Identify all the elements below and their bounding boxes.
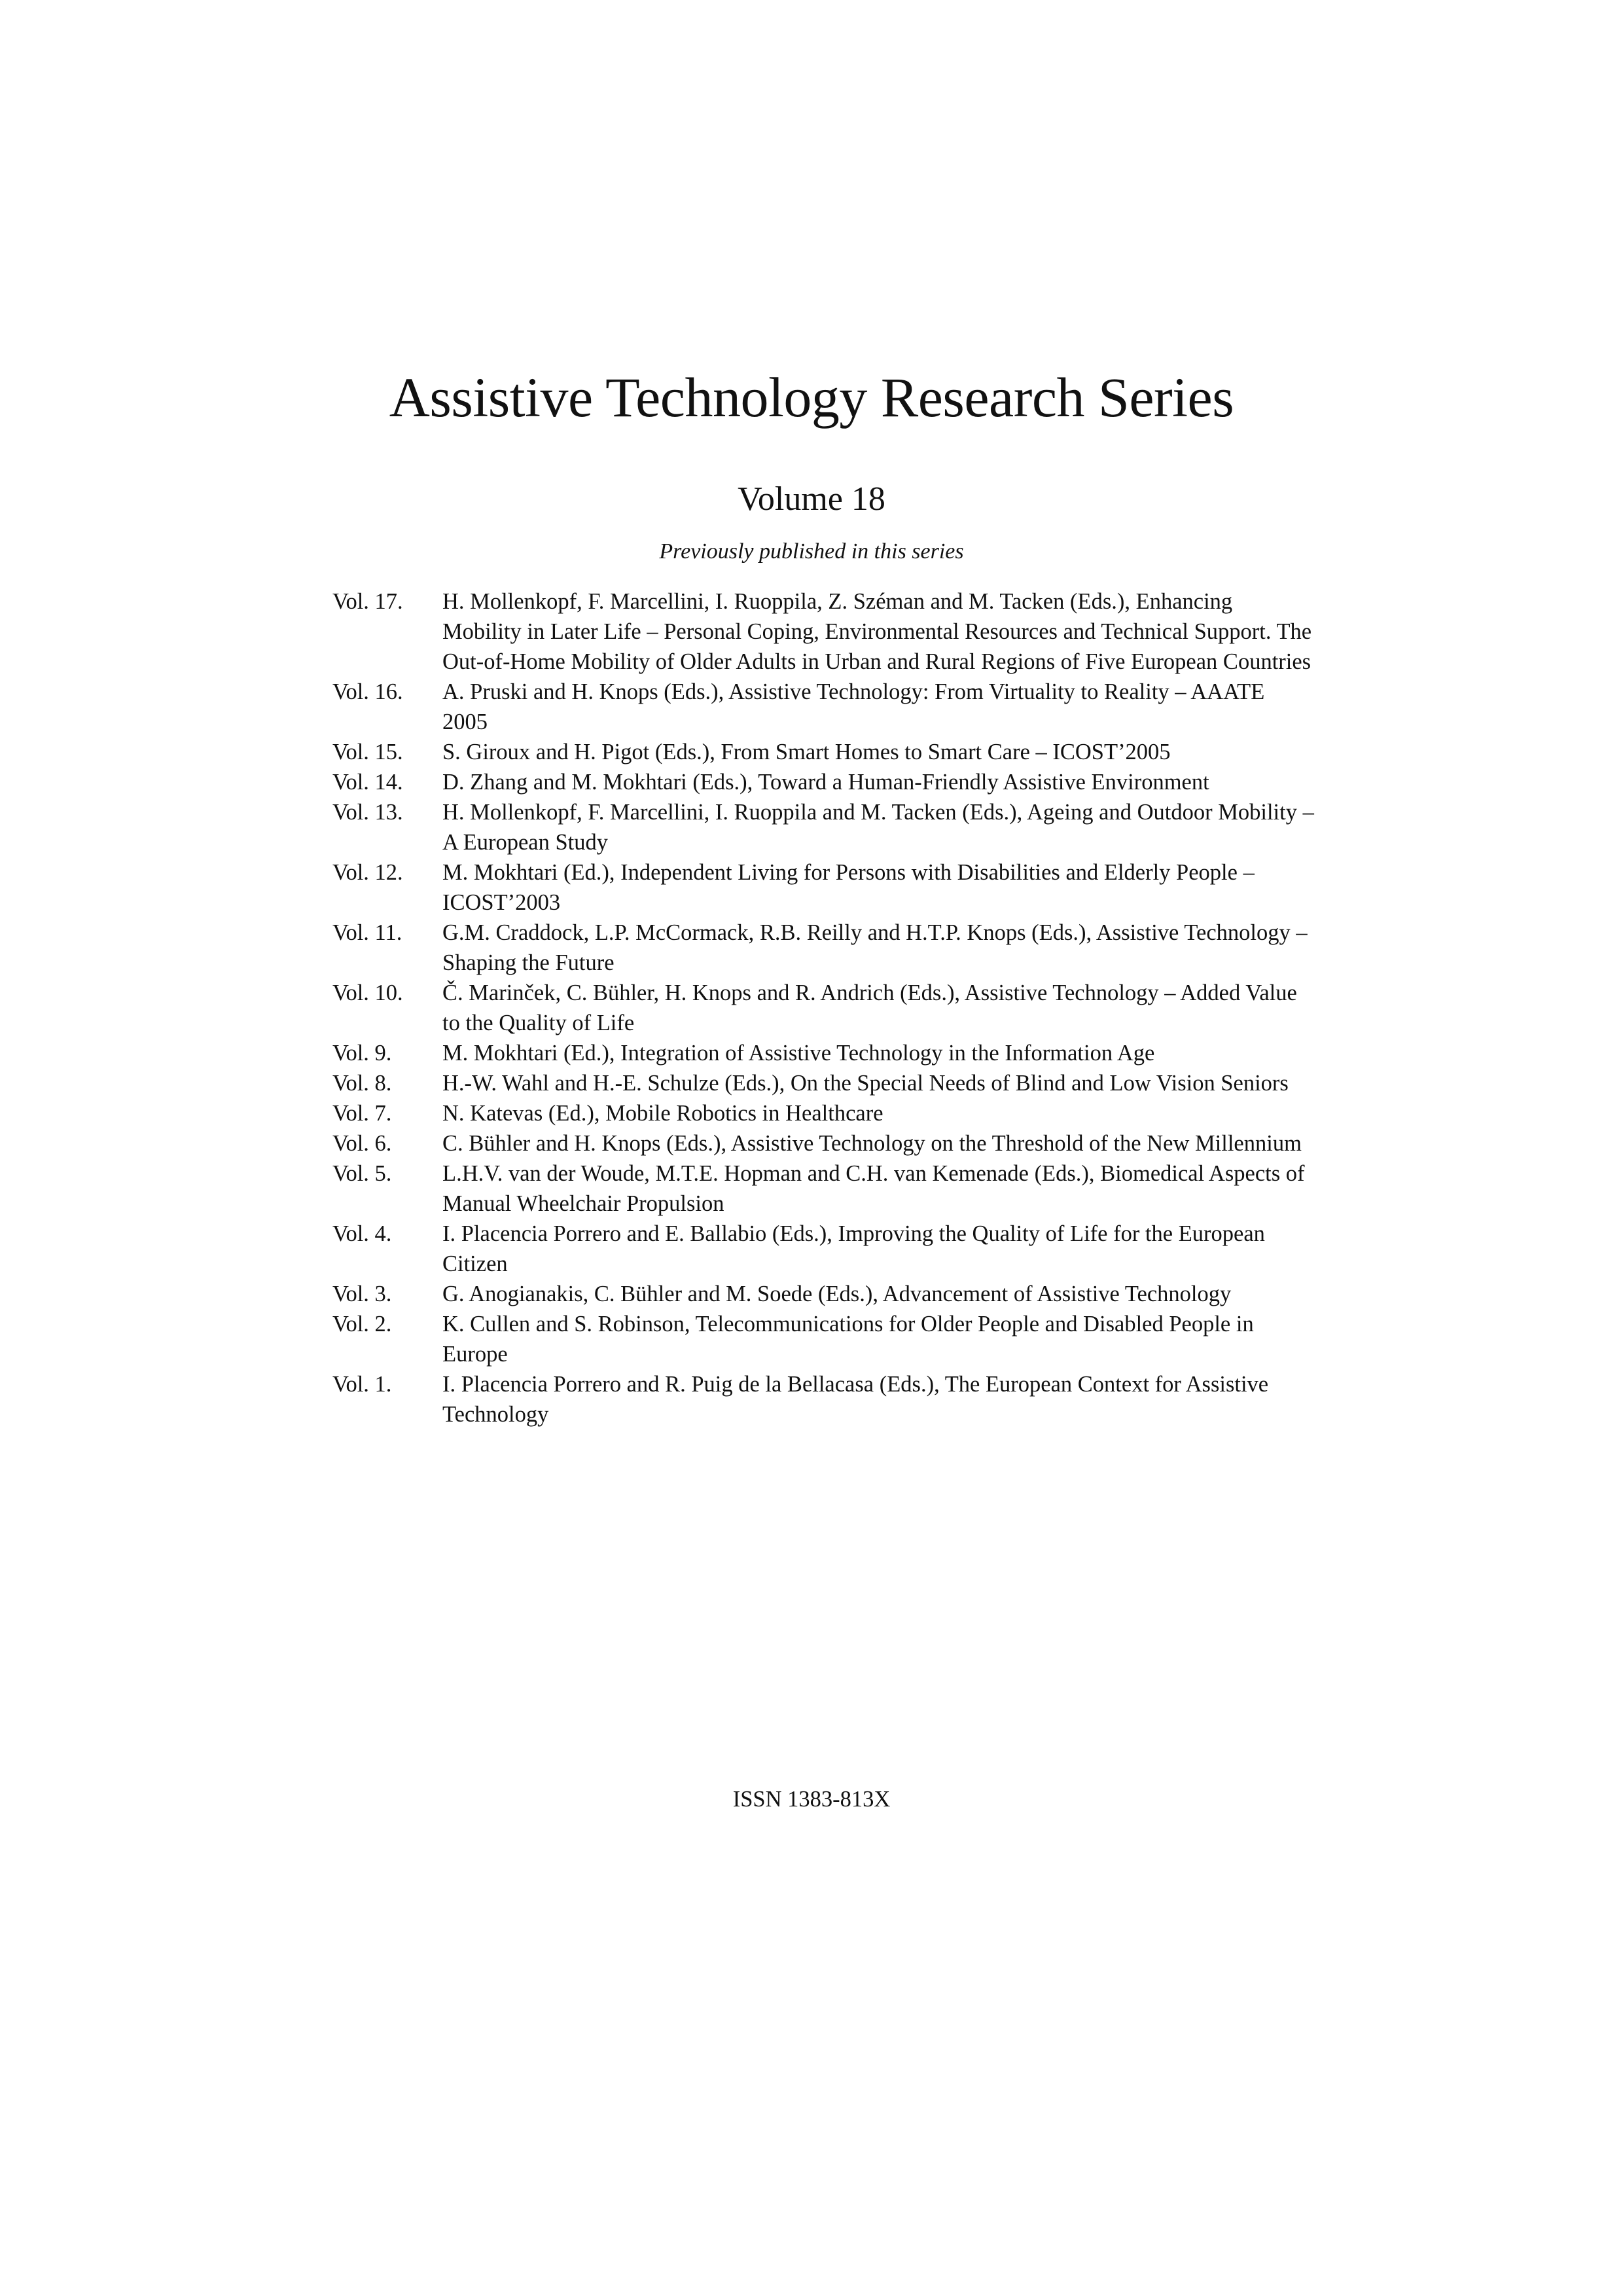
volume-entry: [332, 1158, 1314, 1219]
volume-entry: [332, 737, 1314, 767]
volume-description: K. Cullen and S. Robinson, Telecommunications for Older People and Disabled People in Europe: [442, 1312, 1254, 1367]
volume-description: S. Giroux and H. Pigot (Eds.), From Smart Homes to Smart Care – ICOST’2005: [442, 740, 1171, 764]
volume-description: L.H.V. van der Woude, M.T.E. Hopman and C.H. van Kemenade (Eds.), Biomedical Aspects of Manual Wheelchair Propulsion: [442, 1161, 1305, 1216]
volume-entry: [332, 1068, 1314, 1098]
volume-entry: [332, 677, 1314, 737]
issn-number: ISSN 1383-813X: [732, 1787, 891, 1812]
volume-entry: [332, 797, 1314, 857]
volume-description: I. Placencia Porrero and E. Ballabio (Eds.), Improving the Quality of Life for the European Citizen: [442, 1221, 1265, 1276]
volume-label: Vol. 5.: [332, 1161, 392, 1186]
volume-description: M. Mokhtari (Ed.), Independent Living for Persons with Disabilities and Elderly People – ICOST’2003: [442, 860, 1255, 915]
volume-label: Vol. 11.: [332, 920, 402, 945]
volume-label: Vol. 16.: [332, 679, 403, 704]
volume-description: G. Anogianakis, C. Bühler and M. Soede (Eds.), Advancement of Assistive Technology: [442, 1282, 1232, 1306]
previously-published-heading: Previously published in this series: [659, 539, 964, 564]
volume-entry: [332, 586, 1314, 677]
volume-label: Vol. 1.: [332, 1372, 392, 1397]
volume-entry: [332, 1038, 1314, 1068]
volume-entry: [332, 857, 1314, 918]
volume-label: Vol. 6.: [332, 1131, 392, 1156]
volume-entry: [332, 978, 1314, 1038]
series-title: Assistive Technology Research Series: [389, 366, 1234, 429]
volume-label: Vol. 8.: [332, 1071, 392, 1096]
volume-entry: [332, 1128, 1314, 1158]
volume-label: Vol. 4.: [332, 1221, 392, 1246]
volume-description: I. Placencia Porrero and R. Puig de la Bellacasa (Eds.), The European Context for Assistive Technology: [442, 1372, 1269, 1427]
volume-description: C. Bühler and H. Knops (Eds.), Assistive Technology on the Threshold of the New Millennium: [442, 1131, 1302, 1156]
volume-label: Vol. 14.: [332, 770, 403, 795]
volume-description: H. Mollenkopf, F. Marcellini, I. Ruoppila, Z. Széman and M. Tacken (Eds.), Enhancing Mobility in Later Life – Personal Coping, Environmental Resources and Technical Support. The Out-of-Home Mobility of Older Adults in Urban and Rural Regions of Five European Countries: [442, 589, 1312, 674]
volume-number: Volume 18: [738, 480, 885, 518]
volume-entry: [332, 1309, 1314, 1369]
volume-description: A. Pruski and H. Knops (Eds.), Assistive Technology: From Virtuality to Reality – AAATE 2005: [442, 679, 1265, 734]
volume-list: [332, 586, 1314, 1429]
volume-entry: [332, 1369, 1314, 1429]
volume-label: Vol. 10.: [332, 980, 403, 1005]
volume-description: M. Mokhtari (Ed.), Integration of Assistive Technology in the Information Age: [442, 1041, 1155, 1066]
volume-description: N. Katevas (Ed.), Mobile Robotics in Healthcare: [442, 1101, 883, 1126]
volume-description: H.-W. Wahl and H.-E. Schulze (Eds.), On the Special Needs of Blind and Low Vision Seniors: [442, 1071, 1289, 1096]
volume-entry: [332, 1279, 1314, 1309]
volume-description: G.M. Craddock, L.P. McCormack, R.B. Reilly and H.T.P. Knops (Eds.), Assistive Technology – Shaping the Future: [442, 920, 1308, 975]
volume-entry: [332, 1098, 1314, 1128]
volume-label: Vol. 9.: [332, 1041, 392, 1066]
volume-description: Č. Marinček, C. Bühler, H. Knops and R. Andrich (Eds.), Assistive Technology – Added Value to the Quality of Life: [442, 980, 1297, 1035]
volume-label: Vol. 15.: [332, 740, 403, 764]
volume-label: Vol. 7.: [332, 1101, 392, 1126]
volume-description: D. Zhang and M. Mokhtari (Eds.), Toward a Human-Friendly Assistive Environment: [442, 770, 1209, 795]
volume-label: Vol. 12.: [332, 860, 403, 885]
volume-label: Vol. 13.: [332, 800, 403, 825]
volume-label: Vol. 3.: [332, 1282, 392, 1306]
volume-entry: [332, 1219, 1314, 1279]
volume-entry: [332, 918, 1314, 978]
volume-label: Vol. 2.: [332, 1312, 392, 1336]
volume-entry: [332, 767, 1314, 797]
volume-description: H. Mollenkopf, F. Marcellini, I. Ruoppila and M. Tacken (Eds.), Ageing and Outdoor Mobility – A European Study: [442, 800, 1314, 855]
volume-label: Vol. 17.: [332, 589, 403, 614]
